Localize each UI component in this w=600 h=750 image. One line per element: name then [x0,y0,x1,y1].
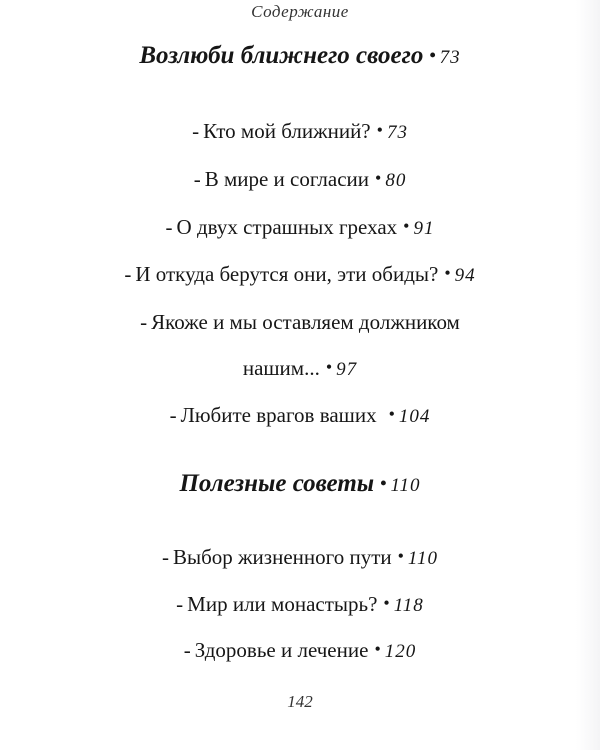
entry-page-number: 91 [413,218,435,239]
entry-label: В мире и согласии [204,167,369,191]
entry-dash: - [176,592,184,616]
separator-dot: • [444,263,451,283]
entry-label: Мир или монастырь? [187,592,378,616]
separator-dot: • [325,357,333,377]
running-head: Содержание [251,2,349,21]
entry-label: О двух страшных грехах [176,215,398,239]
entry-dash: - [183,638,191,662]
entry-label: И откуда берутся они, эти обиды? [135,262,439,286]
entry-label-continuation: нашим... [242,356,320,380]
separator-dot: • [403,216,410,236]
entry-label: Якоже и мы оставляем должником [151,310,460,334]
toc-entry [0,167,600,192]
entry-page-number: 118 [393,595,424,616]
section-title-text: Полезные советы [179,470,375,497]
entry-page-number: 73 [386,122,408,143]
toc-entry [0,403,600,428]
separator-dot: • [375,168,382,188]
toc-entry [0,310,600,335]
separator-dot: • [429,45,436,65]
separator-dot: • [376,120,383,140]
page-folio: 142 [287,692,313,711]
separator-dot: • [380,473,387,493]
entry-label: Любите врагов ваших [180,403,377,427]
separator-dot: • [397,546,404,566]
entry-page-number: 120 [384,641,417,662]
toc-entry [0,638,600,663]
section-page-number: 73 [439,47,461,68]
section-title-1 [0,42,600,70]
entry-dash: - [193,167,201,191]
entry-page-number: 104 [398,406,431,427]
entry-label: Кто мой ближний? [203,119,371,143]
separator-dot: • [374,639,381,659]
section-title-text: Возлюби ближнего своего [139,42,424,69]
toc-entry [0,119,600,144]
entry-dash: - [192,119,200,143]
toc-entry [0,215,600,240]
entry-dash: - [140,310,148,334]
entry-dash: - [165,215,173,239]
section-title-2 [0,470,600,498]
toc-entry [0,545,600,570]
entry-label: Здоровье и лечение [194,638,369,662]
entry-page-number: 110 [407,548,439,569]
entry-page-number: 94 [454,265,476,286]
section-page-number: 110 [390,475,421,496]
entry-dash: - [124,262,132,286]
entry-dash: - [169,403,177,427]
entry-label: Выбор жизненного пути [172,545,392,569]
entry-page-number: 97 [336,359,358,380]
toc-entry [0,592,600,617]
entry-dash: - [161,545,169,569]
separator-dot: • [388,404,395,424]
toc-entry [0,262,600,287]
toc-entry-continuation [0,356,600,381]
entry-page-number: 80 [385,170,407,191]
separator-dot: • [383,593,390,613]
